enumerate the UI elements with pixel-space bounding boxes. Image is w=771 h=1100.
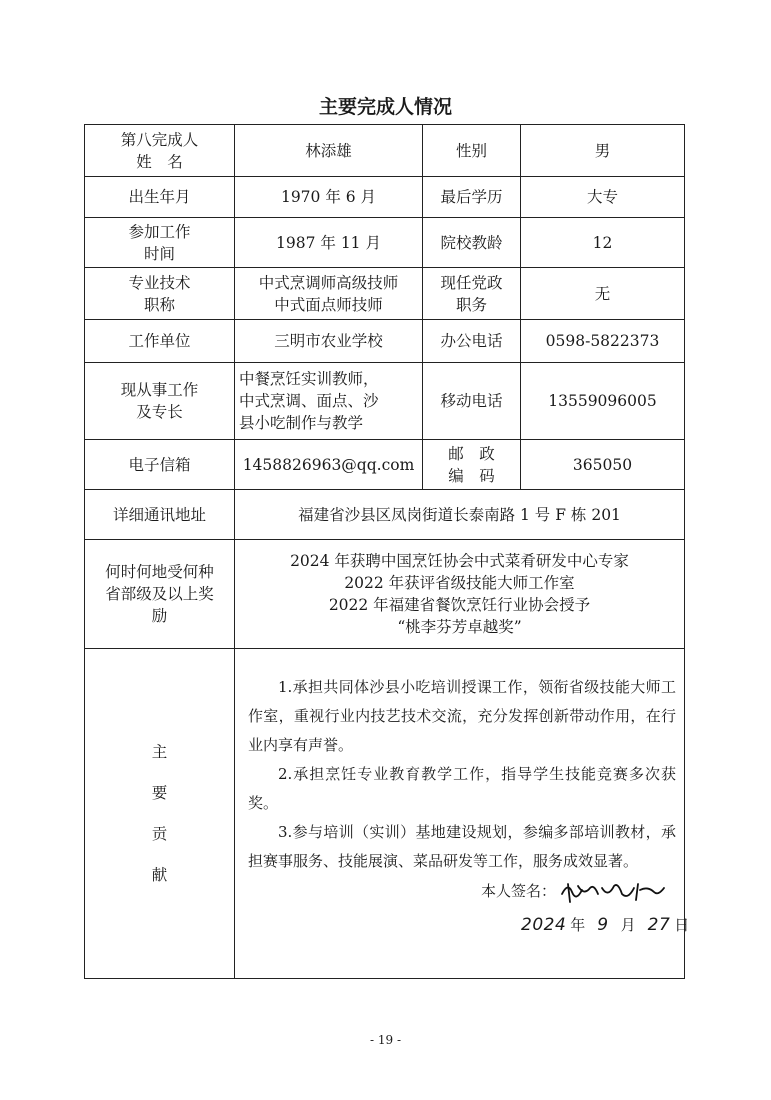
honors-line2: 2022 年获评省级技能大师工作室: [344, 574, 575, 592]
gender-value: 男: [521, 125, 685, 177]
current-work-line3: 县小吃制作与教学: [239, 414, 364, 432]
education-value: 大专: [521, 177, 685, 218]
table-row: [85, 218, 685, 268]
rank-label-line2: 姓 名: [136, 152, 183, 171]
office-phone-label: 办公电话: [423, 320, 521, 363]
table-row: [85, 363, 685, 440]
party-post-label-line1: 现任党政: [440, 273, 503, 292]
name-value: 林添雄: [235, 125, 423, 177]
education-label: 最后学历: [423, 177, 521, 218]
honors-label: [85, 540, 235, 649]
contribution-text: [248, 673, 676, 876]
table-row: [85, 490, 685, 540]
contribution-label-char: 献: [151, 866, 168, 884]
date-day: 27: [647, 915, 671, 935]
work-start-label-line2: 时间: [143, 244, 175, 263]
address-value: 福建省沙县区凤岗街道长泰南路 1 号 F 栋 201: [235, 490, 685, 540]
date-day-unit: 日: [674, 916, 690, 934]
contribution-paragraph-3: 3.参与培训（实训）基地建设规划，参编多部培训教材，承担赛事服务、技能展演、菜品研发等工作，服务成效显著。: [248, 823, 676, 870]
table-row: [85, 649, 685, 979]
rank-label-line1: 第八完成人: [120, 130, 199, 149]
signature-line: [481, 876, 668, 906]
date-month-unit: 月: [620, 916, 636, 934]
contribution-paragraph-1: 1.承担共同体沙县小吃培训授课工作，领衔省级技能大师工作室，重视行业内技艺技术交流，充分发挥创新带动作用，在行业内享有声誉。: [248, 678, 676, 754]
employer-label: 工作单位: [85, 320, 235, 363]
email-value: 1458826963@qq.com: [235, 440, 423, 490]
prof-title-value: [235, 268, 423, 320]
postcode-value: 365050: [521, 440, 685, 490]
prof-title-label: [85, 268, 235, 320]
contribution-label: [85, 649, 235, 979]
contribution-paragraph-2: 2.承担烹饪专业教育教学工作，指导学生技能竞赛多次获奖。: [248, 765, 676, 812]
contribution-label-char: 贡: [151, 825, 168, 843]
party-post-label: [423, 268, 521, 320]
employer-value: 三明市农业学校: [235, 320, 423, 363]
postcode-label-line2: 编 码: [448, 466, 495, 485]
page-title: 主要完成人情况: [318, 96, 452, 118]
honors-line4: “桃李芬芳卓越奖”: [397, 618, 522, 636]
contribution-body: [235, 649, 690, 979]
contribution-label-char: 主: [151, 743, 168, 761]
table-row: [85, 320, 685, 363]
signature-label: 本人签名：: [481, 882, 557, 900]
work-start-label: [85, 218, 235, 268]
contribution-label-char: 要: [151, 784, 168, 802]
birth-value: 1970 年 6 月: [235, 177, 423, 218]
honors-label-line3: 励: [151, 607, 168, 625]
signature-date: [521, 914, 689, 936]
current-work-label-line2: 及专长: [136, 403, 183, 421]
prof-title-label-line1: 专业技术: [128, 273, 191, 292]
gender-label: 性别: [423, 125, 521, 177]
birth-label: 出生年月: [85, 177, 235, 218]
honors-line1: 2024 年获聘中国烹饪协会中式菜肴研发中心专家: [290, 552, 629, 570]
teaching-years-value: 12: [521, 218, 685, 268]
party-post-label-line2: 职务: [455, 295, 487, 314]
email-label: 电子信箱: [85, 440, 235, 490]
honors-label-line2: 省部级及以上奖: [105, 585, 214, 603]
prof-title-line2: 中式面点师技师: [274, 295, 383, 314]
rank-name-label: [85, 125, 235, 177]
table-row: [85, 177, 685, 218]
date-year-unit: 年: [570, 916, 586, 934]
current-work-value: [235, 363, 423, 440]
table-row: [85, 540, 685, 649]
honors-value: [235, 540, 685, 649]
honors-label-line1: 何时何地受何种: [105, 563, 214, 581]
table-row: [85, 440, 685, 490]
mobile-value: 13559096005: [521, 363, 685, 440]
postcode-label-line1: 邮 政: [448, 444, 495, 463]
table-row: [85, 268, 685, 320]
postcode-label: [423, 440, 521, 490]
current-work-line2: 中式烹调、面点、沙: [239, 392, 379, 410]
current-work-label: [85, 363, 235, 440]
page-number: - 19 -: [369, 1033, 401, 1047]
table-row: [85, 125, 685, 177]
address-label: 详细通讯地址: [85, 490, 235, 540]
prof-title-line1: 中式烹调师高级技师: [258, 273, 399, 292]
current-work-label-line1: 现从事工作: [120, 381, 199, 399]
office-phone-value: 0598-5822373: [521, 320, 685, 363]
current-work-line1: 中餐烹饪实训教师，: [239, 370, 379, 388]
handwritten-signature: [558, 876, 668, 906]
prof-title-label-line2: 职称: [143, 295, 175, 314]
honors-line3: 2022 年福建省餐饮烹饪行业协会授予: [328, 596, 591, 614]
work-start-value: 1987 年 11 月: [235, 218, 423, 268]
date-month: 9: [597, 915, 609, 935]
mobile-label: 移动电话: [423, 363, 521, 440]
work-start-label-line1: 参加工作: [128, 222, 191, 241]
teaching-years-label: 院校教龄: [423, 218, 521, 268]
person-info-table: [84, 124, 690, 979]
date-year: 2024: [521, 915, 567, 935]
party-post-value: 无: [521, 268, 685, 320]
